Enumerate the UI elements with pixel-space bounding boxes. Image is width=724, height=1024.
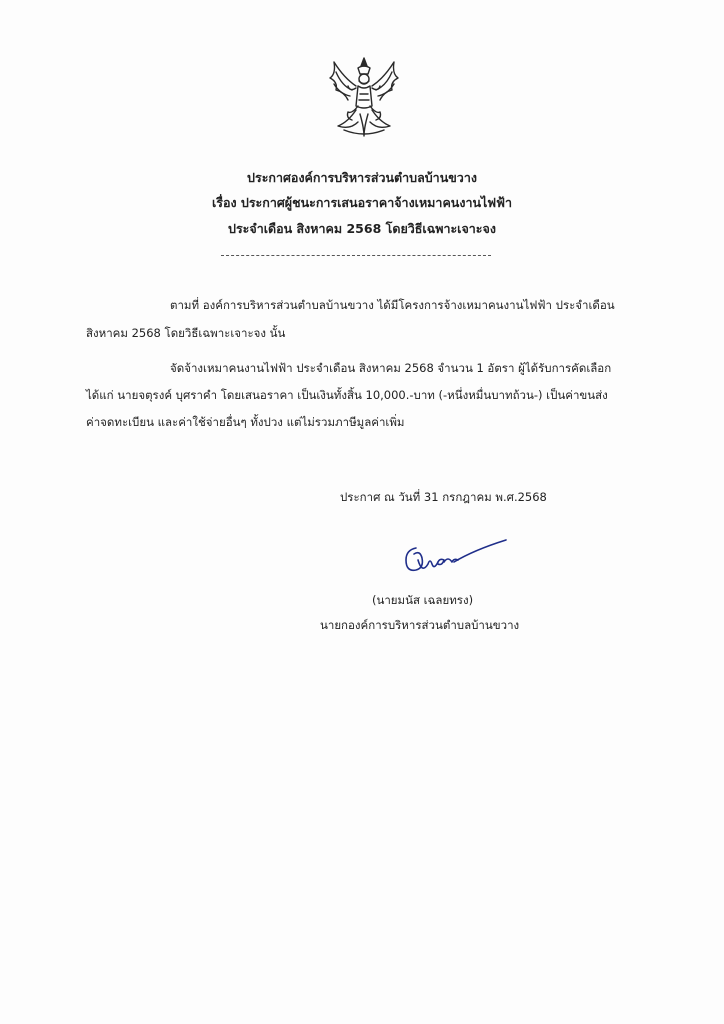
paragraph2-line3: ค่าจดทะเบียน และค่าใช้จ่ายอื่นๆ ทั้งปวง แต่ไม่รวมภาษีมูลค่าเพิ่ม — [86, 415, 405, 429]
paragraph1-line1: ตามที่ องค์การบริหารส่วนตำบลบ้านขวาง ได้มีโครงการจ้างเหมาคนงานไฟฟ้า ประจำเดือน — [170, 298, 615, 312]
title-divider — [221, 255, 491, 256]
signature-icon — [398, 534, 510, 582]
paragraph2-line2: ได้แก่ นายจตุรงค์ บุศราคำ โดยเสนอราคา เป็นเงินทั้งสิ้น 10,000.-บาท (-หนึ่งหมื่นบาทถ้วน-) เป็นค่าขนส่ง — [86, 388, 608, 402]
garuda-emblem-icon — [318, 52, 410, 144]
announcement-date: ประกาศ ณ วันที่ 31 กรกฎาคม พ.ศ.2568 — [340, 490, 547, 504]
signer-title: นายกองค์การบริหารส่วนตำบลบ้านขวาง — [320, 618, 520, 632]
announcement-period: ประจำเดือน สิงหาคม 2568 โดยวิธีเฉพาะเจาะจง — [228, 221, 496, 236]
paragraph1-line2: สิงหาคม 2568 โดยวิธีเฉพาะเจาะจง นั้น — [86, 326, 286, 340]
announcement-subject: เรื่อง ประกาศผู้ชนะการเสนอราคาจ้างเหมาคนงานไฟฟ้า — [211, 195, 513, 210]
announcement-title: ประกาศองค์การบริหารส่วนตำบลบ้านขวาง — [247, 170, 477, 185]
paragraph2-line1: จัดจ้างเหมาคนงานไฟฟ้า ประจำเดือน สิงหาคม 2568 จำนวน 1 อัตรา ผู้ได้รับการคัดเลือก — [170, 361, 612, 375]
signer-name: (นายมนัส เฉลยทรง) — [372, 593, 474, 607]
